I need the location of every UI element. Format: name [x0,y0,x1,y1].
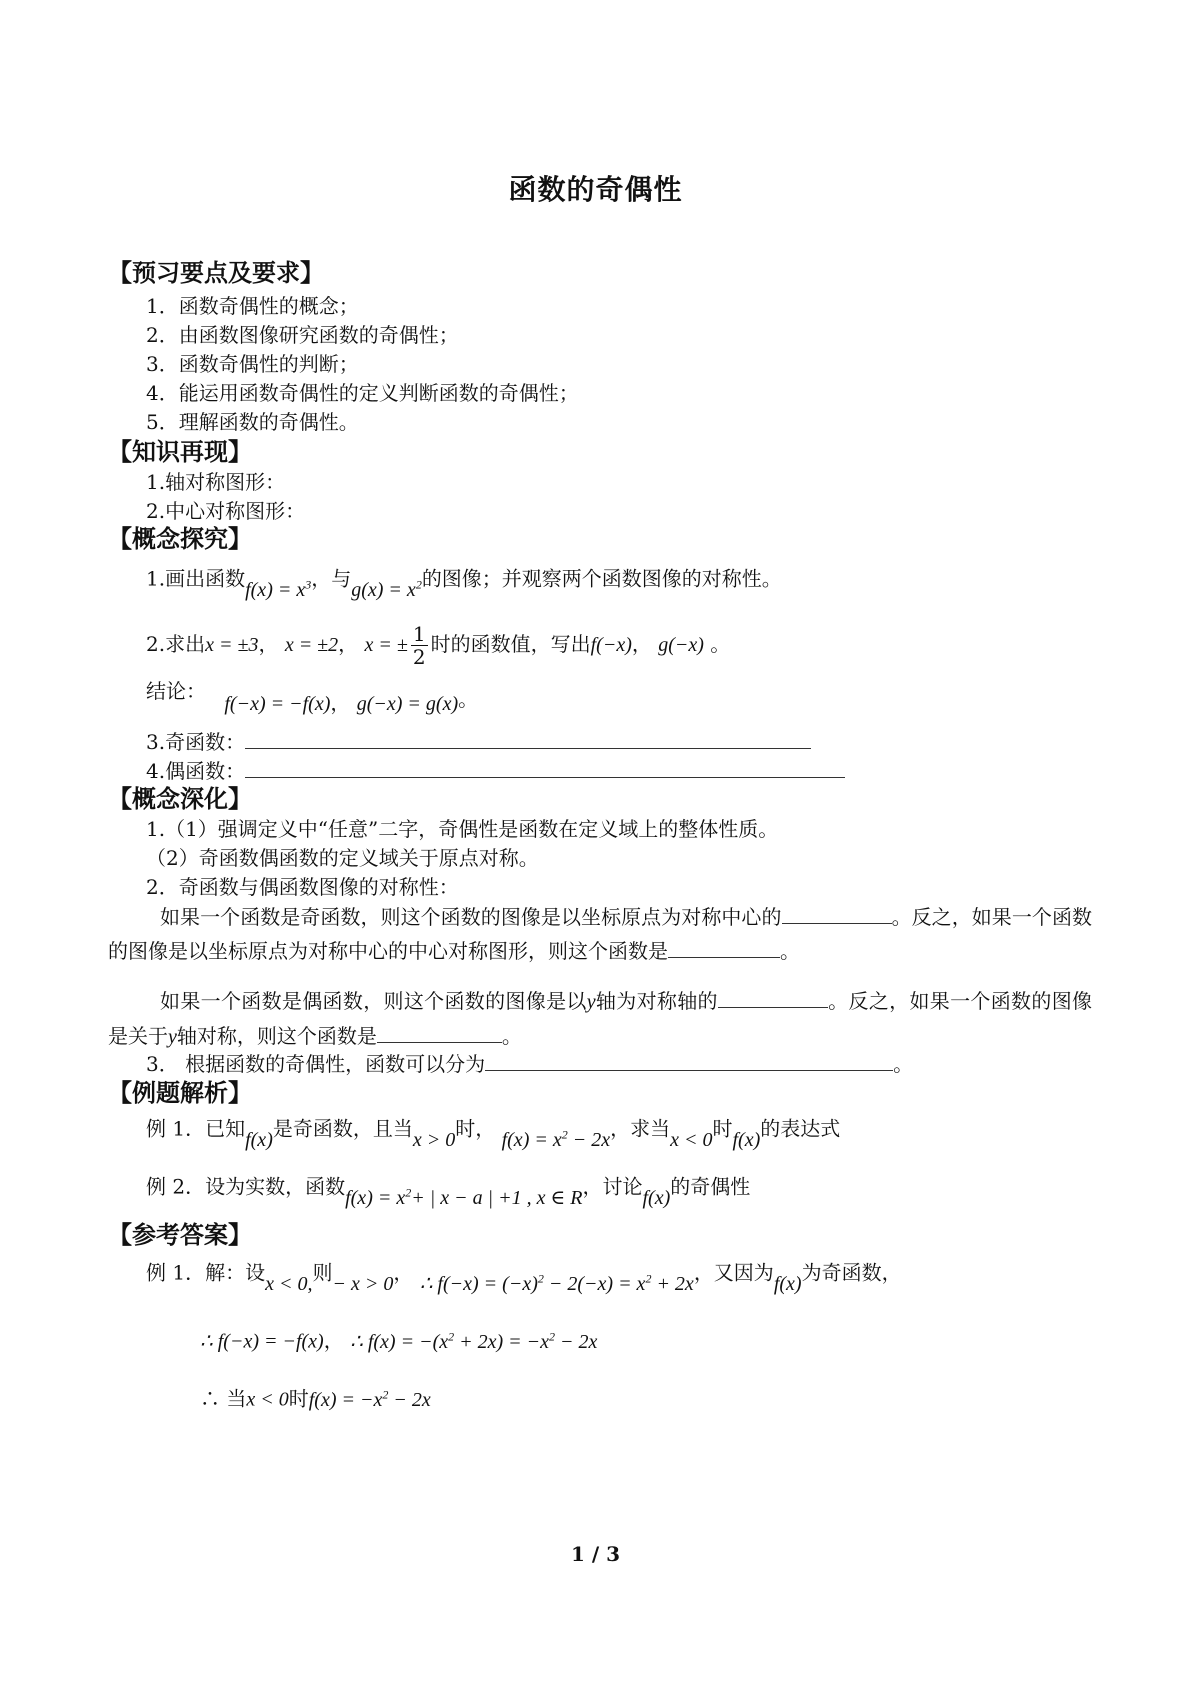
page-title: 函数的奇偶性 [508,173,683,206]
q2-sep-1: ， [258,632,279,656]
a2-expr-mid: + 2x) = −x [454,1330,550,1353]
a1-text-a: 例 1．解：设 [146,1260,266,1285]
q1-g-exp: 2 [415,577,422,591]
p1-blank-1[interactable] [782,903,892,924]
e1-fx2: f(x) [732,1128,761,1151]
q2-x1: x = ±3 [205,634,259,656]
deepen-line-4 [146,1050,913,1078]
a3-cond: x < 0 [246,1388,289,1411]
a2-expr-exp2: 2 [549,1329,556,1343]
explore-conclusion [146,677,479,715]
deepen-line-1: 1.（1）强调定义中“任意”二字，奇偶性是函数在定义域上的整体性质。 [146,817,779,841]
p2-text-c: 。反之，如果一个函数的图像是关于 [108,989,1093,1048]
a3-expr [309,1389,431,1411]
e2-fx: f(x) [642,1186,671,1209]
answer-1-line-3 [200,1380,431,1414]
e1-expr [502,1129,611,1151]
p2-blank-2[interactable] [377,1022,502,1043]
p1-text-c: 。 [780,939,800,963]
page-number: 1 / 3 [570,1542,621,1566]
e1-text-e: 时 [712,1116,733,1141]
e1-cond: x > 0 [412,1128,456,1151]
a2-text-a: ∴ f(−x) = −f(x) [200,1330,324,1353]
e1-text-a: 例 1．已知 [146,1116,246,1141]
even-symmetry-paragraph [108,984,1092,1054]
deepen-line-4-blank[interactable] [485,1050,893,1071]
a1-cond2: − x > 0 [332,1272,394,1295]
even-function-line [146,757,845,785]
explore-question-1 [146,560,782,601]
fraction-denominator: 2 [412,645,426,669]
e2-expr-exp: 2 [405,1185,412,1199]
odd-symmetry-paragraph [108,900,1092,968]
p1-text-b: 。反之，如果一个函数的图像是以坐标原点为对称中心的中心对称图形，则这个函数是 [108,905,1093,963]
e1-fx: f(x) [245,1128,273,1151]
answer-1-line-1 [146,1254,902,1295]
preview-item: 3．函数奇偶性的判断； [146,352,359,376]
section-heading-preview: 【预习要点及要求】 [108,258,324,287]
a2-expr-tail: − 2x [555,1330,598,1353]
q2-x3: x = ± [364,634,408,656]
p2-text-d: 轴对称，则这个函数是 [176,1024,377,1048]
section-heading-examples: 【例题解析】 [108,1078,252,1107]
preview-item: 5．理解函数的奇偶性。 [146,410,359,434]
q2-sep-2: ， [338,632,359,656]
e2-text-c: 的奇偶性 [670,1174,751,1199]
q2-x2: x = ±2 [284,634,339,656]
deepen-line-4-text: 3． 根据函数的奇偶性，函数可以分为 [146,1052,486,1076]
e1-cond2: x < 0 [670,1128,713,1151]
p2-blank-1[interactable] [718,987,828,1008]
preview-item: 4．能运用函数奇偶性的定义判断函数的奇偶性； [146,381,579,405]
q1-f-formula [245,579,311,601]
conclusion-label: 结论： [146,679,206,703]
conclusion-g: g(−x) = g(x) [356,693,459,715]
a3-text-c: 时 [288,1386,309,1411]
odd-function-label: 3.奇函数： [146,730,246,754]
p2-text-e: 。 [501,1024,522,1048]
p2-text-a: 如果一个函数是偶函数，则这个函数的图像是以 [160,989,587,1013]
p2-text-b: 轴为对称轴的 [595,989,718,1013]
e2-expr-base: f(x) = x [345,1186,406,1209]
a1-text-c: ， [393,1260,414,1285]
q2-g: g(−x) [658,634,704,656]
example-1 [146,1110,841,1151]
a2-text-b: ， [323,1328,344,1353]
e2-expr-tail: + | x − a | +1 , x ∈ R [411,1186,583,1209]
conclusion-f: f(−x) = −f(x) [224,693,331,715]
q1-text-b: ，与 [311,566,352,591]
a2-expr [350,1331,597,1353]
e1-expr-tail: − 2x [567,1128,611,1151]
p1-text-a: 如果一个函数是奇函数，则这个函数的图像是以坐标原点为对称中心的 [160,905,782,929]
a1-cond: x < 0, [265,1272,313,1295]
q1-f-base: f(x) = x [245,578,306,601]
e2-text-a: 例 2．设为实数，函数 [146,1174,346,1199]
q2-f: f(−x) [590,634,632,656]
a1-expr-mid: − 2(−x) = x [543,1272,646,1295]
even-function-blank[interactable] [245,757,845,778]
q1-g-base: g(x) = x [351,578,416,601]
section-heading-deepen: 【概念深化】 [108,784,252,813]
e1-expr-base: f(x) = x [501,1128,562,1151]
preview-item: 2．由函数图像研究函数的奇偶性； [146,323,459,347]
e1-text-c: 时， [455,1116,496,1141]
conclusion-mid: ， [330,691,351,715]
q1-text-a: 1.画出函数 [146,566,246,591]
q1-g-formula [351,579,422,601]
q2-text-d: 。 [710,632,731,656]
deepen-line-2: （2）奇函数偶函数的定义域关于原点对称。 [146,846,539,870]
section-heading-answers: 【参考答案】 [108,1220,252,1249]
a1-expr [420,1273,694,1295]
a3-text-a: ∴ 当 [200,1386,247,1411]
a2-expr-base: ∴ f(x) = −(x [350,1330,449,1353]
q2-text-a: 2.求出 [146,632,206,656]
a1-fx: f(x) [773,1272,802,1295]
e2-expr [345,1187,582,1209]
a1-expr-exp2: 2 [645,1271,652,1285]
q2-text-c: ， [631,632,652,656]
e1-expr-exp: 2 [561,1127,568,1141]
p1-blank-2[interactable] [668,937,780,958]
e2-text-b: ，讨论 [582,1174,643,1199]
a1-expr-base: ∴ f(−x) = (−x) [419,1272,538,1295]
review-item: 1.轴对称图形： [146,470,286,494]
a1-text-d: ，又因为 [693,1260,774,1285]
fraction-numerator: 1 [412,622,426,646]
q1-f-exp: 3 [305,577,312,591]
a2-expr-exp: 2 [448,1329,455,1343]
odd-function-line [146,728,811,756]
a3-expr-exp: 2 [382,1387,389,1401]
p2-y-axis-2: y [168,1026,177,1048]
a3-expr-tail: − 2x [388,1388,431,1411]
conclusion-end: 。 [458,687,479,711]
answer-1-line-2 [200,1322,597,1356]
e1-text-d: ，求当 [610,1116,671,1141]
a1-text-b: 则 [312,1260,333,1285]
even-function-label: 4.偶函数： [146,759,246,783]
q2-fraction [411,623,428,668]
example-2 [146,1168,751,1209]
deepen-line-4-end: 。 [893,1052,914,1076]
p2-y-axis-1: y [586,991,596,1013]
deepen-line-3: 2．奇函数与偶函数图像的对称性： [146,875,459,899]
a3-expr-base: f(x) = −x [308,1388,383,1411]
e1-text-b: 是奇函数，且当 [272,1116,413,1141]
q2-text-b: 时的函数值，写出 [430,632,591,656]
a1-expr-exp: 2 [537,1271,544,1285]
section-heading-review: 【知识再现】 [108,437,252,466]
q1-text-c: 的图像；并观察两个函数图像的对称性。 [421,566,782,591]
review-item: 2.中心对称图形： [146,499,306,523]
odd-function-blank[interactable] [245,728,811,749]
explore-question-2 [146,622,730,668]
a1-expr-tail: + 2x [651,1272,694,1295]
e1-text-f: 的表达式 [760,1116,841,1141]
preview-item: 1．函数奇偶性的概念； [146,294,359,318]
a1-text-e: 为奇函数， [801,1260,902,1285]
section-heading-explore: 【概念探究】 [108,524,252,553]
